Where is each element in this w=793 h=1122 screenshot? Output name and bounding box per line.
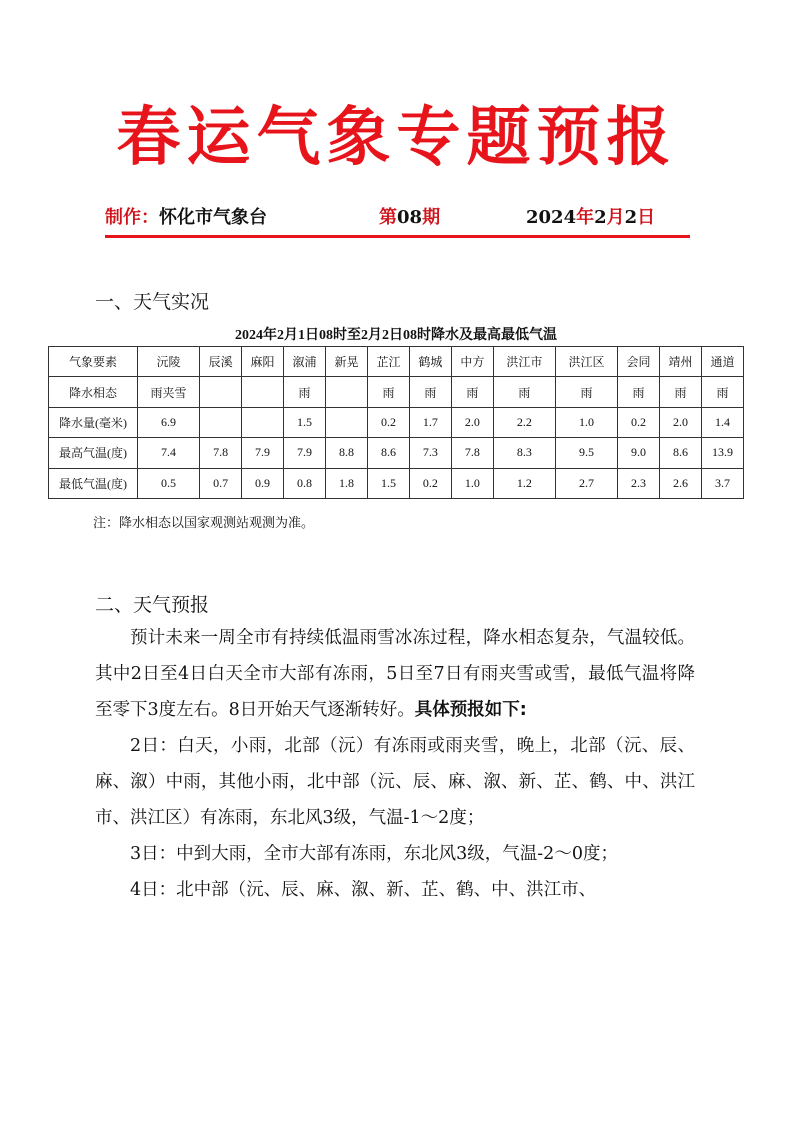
table-cell: 0.8 (284, 468, 326, 498)
table-cell: 2.6 (660, 468, 702, 498)
table-cell: 2.2 (493, 407, 555, 437)
date-year: 2024 (526, 207, 577, 228)
table-cell: 8.6 (367, 438, 409, 468)
table-cell: 降水相态 (49, 377, 138, 407)
table-header-cell: 通道 (702, 347, 744, 377)
date-day: 2 (624, 207, 638, 228)
table-row (49, 407, 744, 437)
table-header-cell: 靖州 (660, 347, 702, 377)
table-cell: 1.5 (367, 468, 409, 498)
table-cell: 雨 (451, 377, 493, 407)
table-row (49, 468, 744, 498)
issue-suffix: 期 (422, 207, 441, 228)
table-note: 注：降水相态以国家观测站观测为准。 (93, 516, 315, 531)
org-name: 怀化市气象台 (159, 207, 267, 228)
table-cell: 3.7 (702, 468, 744, 498)
table-header-cell: 芷江 (367, 347, 409, 377)
table-cell: 雨 (284, 377, 326, 407)
table-cell (242, 407, 284, 437)
issue-date (526, 204, 655, 232)
table-cell: 8.8 (326, 438, 368, 468)
forecast-body (95, 620, 695, 908)
table-cell: 雨夹雪 (138, 377, 200, 407)
table-cell: 雨 (409, 377, 451, 407)
table-header-cell: 洪江市 (493, 347, 555, 377)
header-divider (105, 235, 690, 238)
table-cell: 2.0 (660, 407, 702, 437)
forecast-day4: 4日：北中部（沅、辰、麻、溆、新、芷、鹤、中、洪江市、 (130, 880, 597, 900)
table-cell: 1.0 (451, 468, 493, 498)
table-cell: 1.4 (702, 407, 744, 437)
table-cell: 9.5 (555, 438, 617, 468)
table-cell: 0.2 (409, 468, 451, 498)
table-cell: 8.3 (493, 438, 555, 468)
table-cell: 2.3 (618, 468, 660, 498)
table-header-cell: 鹤城 (409, 347, 451, 377)
table-cell: 最高气温(度) (49, 438, 138, 468)
table-header-cell: 中方 (451, 347, 493, 377)
table-header-cell: 溆浦 (284, 347, 326, 377)
table-cell: 8.6 (660, 438, 702, 468)
table-cell: 雨 (367, 377, 409, 407)
org-label: 制作： (105, 207, 159, 228)
issue-number-value: 08 (397, 207, 423, 228)
issue-number (379, 204, 440, 232)
table-cell: 1.5 (284, 407, 326, 437)
table-cell: 7.8 (451, 438, 493, 468)
table-header-cell: 洪江区 (555, 347, 617, 377)
table-row (49, 377, 744, 407)
table-header-cell: 沅陵 (138, 347, 200, 377)
table-cell: 雨 (660, 377, 702, 407)
table-cell: 0.9 (242, 468, 284, 498)
section-heading-forecast: 二、天气预报 (95, 594, 210, 616)
table-cell (242, 377, 284, 407)
table-header-cell: 辰溪 (200, 347, 242, 377)
table-header-row (49, 347, 744, 377)
report-title: 春运气象专题预报 (116, 100, 677, 175)
issue-prefix: 第 (379, 207, 397, 228)
table-header-cell: 麻阳 (242, 347, 284, 377)
table-cell: 7.9 (284, 438, 326, 468)
date-month: 2 (594, 207, 607, 228)
table-cell: 1.0 (555, 407, 617, 437)
section-heading-observed: 一、天气实况 (95, 291, 210, 313)
date-month-unit: 月 (606, 207, 625, 228)
table-cell: 7.9 (242, 438, 284, 468)
table-cell: 雨 (555, 377, 617, 407)
table-cell: 最低气温(度) (49, 468, 138, 498)
table-cell: 雨 (618, 377, 660, 407)
table-cell: 0.5 (138, 468, 200, 498)
table-cell: 7.8 (200, 438, 242, 468)
report-header (105, 204, 690, 232)
table-cell: 0.2 (618, 407, 660, 437)
table-header-cell: 新晃 (326, 347, 368, 377)
table-row (49, 438, 744, 468)
table-cell: 7.3 (409, 438, 451, 468)
table-cell: 1.2 (493, 468, 555, 498)
table-cell: 0.7 (200, 468, 242, 498)
forecast-intro: 预计未来一周全市有持续低温雨雪冰冻过程，降水相态复杂，气温较低。其中2日至4日白天全市大部有冻雨，5日至7日有雨夹雪或雪，最低气温将降至零下3度左右。8日开始天气逐渐转好。 (95, 628, 695, 720)
date-year-unit: 年 (576, 207, 595, 228)
table-cell: 雨 (493, 377, 555, 407)
table-cell (326, 407, 368, 437)
table-cell (200, 377, 242, 407)
table-cell (200, 407, 242, 437)
table-cell: 13.9 (702, 438, 744, 468)
table-header-cell: 会同 (618, 347, 660, 377)
table-cell: 6.9 (138, 407, 200, 437)
table-cell: 雨 (702, 377, 744, 407)
table-cell: 0.2 (367, 407, 409, 437)
table-cell: 7.4 (138, 438, 200, 468)
observation-table (48, 346, 744, 499)
table-cell: 2.0 (451, 407, 493, 437)
table-cell: 1.7 (409, 407, 451, 437)
forecast-day2: 2日：白天，小雨，北部（沅）有冻雨或雨夹雪，晚上，北部（沅、辰、麻、溆）中雨，其他小雨，北中部（沅、辰、麻、溆、新、芷、鹤、中、洪江市、洪江区）有冻雨，东北风3级，气温-1～2度； (95, 736, 695, 828)
table-cell: 9.0 (618, 438, 660, 468)
table-cell (326, 377, 368, 407)
table-cell: 2.7 (555, 468, 617, 498)
forecast-intro-bold: 具体预报如下: (414, 700, 527, 720)
table-caption: 2024年2月1日08时至2月2日08时降水及最高最低气温 (235, 328, 557, 343)
forecast-day3: 3日：中到大雨，全市大部有冻雨，东北风3级，气温-2～0度； (130, 844, 618, 864)
table-cell: 降水量(毫米) (49, 407, 138, 437)
table-header-cell: 气象要素 (49, 347, 138, 377)
date-day-unit: 日 (637, 207, 656, 228)
forecast-intro-paragraph (95, 620, 695, 728)
table-cell: 1.8 (326, 468, 368, 498)
